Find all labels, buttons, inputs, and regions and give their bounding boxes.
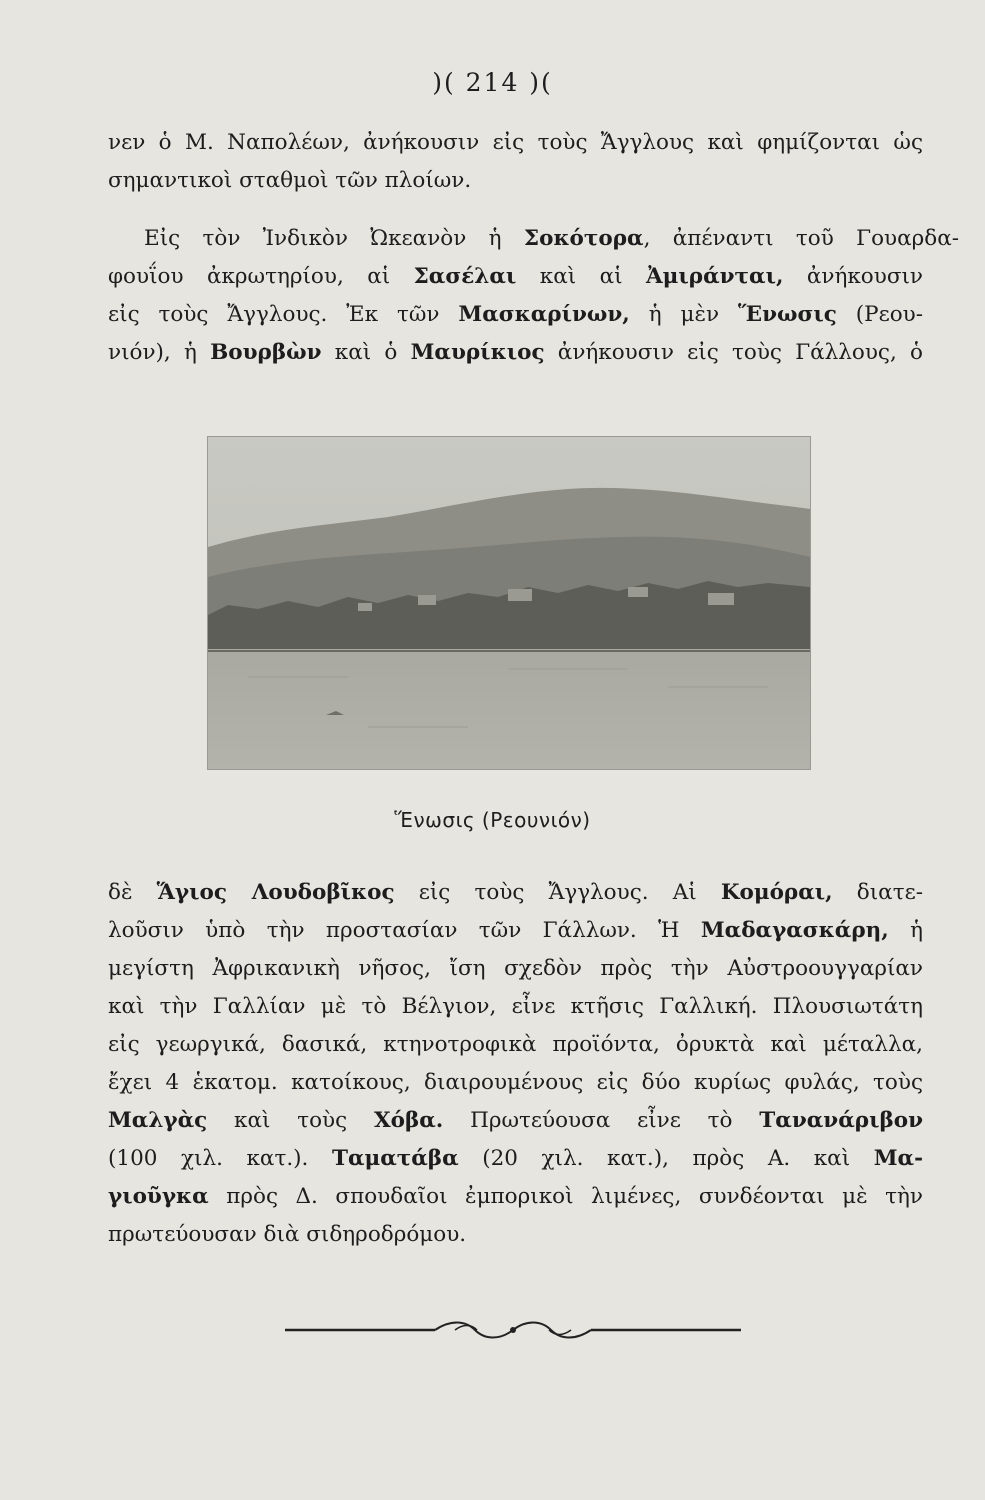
people-name-malagasy: Μαλγὰς (108, 1108, 208, 1133)
place-name-majunga-cont: γιοῦγκα (108, 1184, 209, 1209)
place-name-mauritius: Μαυρίκιος (410, 340, 545, 365)
body-text-line: Εἰς τὸν Ἰνδικὸν Ὠκεανὸν ἡ Σοκότορα, ἀπέναντι τοῦ Γουαρδα- (144, 226, 959, 251)
place-name-majunga: Μα- (873, 1146, 923, 1171)
place-name-tamatave: Ταματάβα (331, 1146, 459, 1171)
photo-caption: Ἕνωσις (Ρεουνιόν) (394, 808, 591, 832)
body-text-line: εἰς τοὺς Ἄγγλους. Ἐκ τῶν Μασκαρίνων, ἡ μὲν Ἕνωσις (Ρεου- (108, 302, 924, 327)
body-text-line: γιοῦγκα πρὸς Δ. σπουδαῖοι ἐμπορικοὶ λιμένες, συνδέονται μὲ τὴν (108, 1184, 923, 1209)
body-text-line: σημαντικοὶ σταθμοὶ τῶν πλοίων. (108, 168, 472, 193)
place-name-saint-louis: Ἅγιος Λουδοβῖκος (156, 880, 395, 905)
place-name-comoros: Κομόραι, (720, 880, 833, 905)
page-number: )( 214 )( (432, 68, 553, 97)
body-text-line: Μαλγὰς καὶ τοὺς Χόβα. Πρωτεύουσα εἶνε τὸ Τανανάριβον (108, 1108, 924, 1133)
place-name-seychelles: Σασέλαι (413, 264, 517, 289)
place-name-bourbon: Βουρβὼν (210, 340, 322, 365)
ornament-divider (285, 1318, 741, 1342)
place-name-amirantes: Ἀμιράνται, (645, 264, 784, 289)
body-text-line: δὲ Ἅγιος Λουδοβῖκος εἰς τοὺς Ἄγγλους. Αἱ Κομόραι, διατε- (108, 880, 923, 905)
place-name-reunion: Ἕνωσις (738, 302, 837, 327)
place-name-mascarenes: Μασκαρίνων, (458, 302, 630, 327)
body-text-line: μεγίστη Ἀφρικανικὴ νῆσος, ἴση σχεδὸν πρὸς τὴν Αὐστροουγγαρίαν (108, 956, 923, 981)
body-text-line: νεν ὁ Μ. Ναπολέων, ἀνήκουσιν εἰς τοὺς Ἄγγλους καὶ φημίζονται ὡς (108, 130, 923, 155)
body-text-line: νιόν), ἡ Βουρβὼν καὶ ὁ Μαυρίκιος ἀνήκουσιν εἰς τοὺς Γάλλους, ὁ (108, 340, 923, 365)
body-text-line: λοῦσιν ὑπὸ τὴν προστασίαν τῶν Γάλλων. Ἡ Μαδαγασκάρη, ἡ (108, 918, 923, 943)
body-text-line: ἔχει 4 ἑκατομ. κατοίκους, διαιρουμένους εἰς δύο κυρίως φυλάς, τοὺς (108, 1070, 923, 1095)
body-text-line: φουΐου ἀκρωτηρίου, αἱ Σασέλαι καὶ αἱ Ἀμιράνται, ἀνήκουσιν (108, 264, 923, 289)
body-text-line: εἰς γεωργικά, δασικά, κτηνοτροφικὰ προϊόντα, ὀρυκτὰ καὶ μέταλλα, (108, 1032, 923, 1057)
photo-reunion-harbor (208, 437, 810, 769)
body-text-line: (100 χιλ. κατ.). Ταματάβα (20 χιλ. κατ.), πρὸς Α. καὶ Μα- (108, 1146, 923, 1171)
body-text-line: πρωτεύουσαν διὰ σιδηροδρόμου. (108, 1222, 467, 1247)
place-name-madagascar: Μαδαγασκάρη, (700, 918, 889, 943)
people-name-hova: Χόβα. (373, 1108, 444, 1133)
place-name-sokotra: Σοκότορα (523, 226, 644, 251)
place-name-antananarivo: Τανανάριβον (759, 1108, 924, 1133)
body-text-line: καὶ τὴν Γαλλίαν μὲ τὸ Βέλγιον, εἶνε κτῆσις Γαλλική. Πλουσιωτάτη (108, 994, 923, 1019)
